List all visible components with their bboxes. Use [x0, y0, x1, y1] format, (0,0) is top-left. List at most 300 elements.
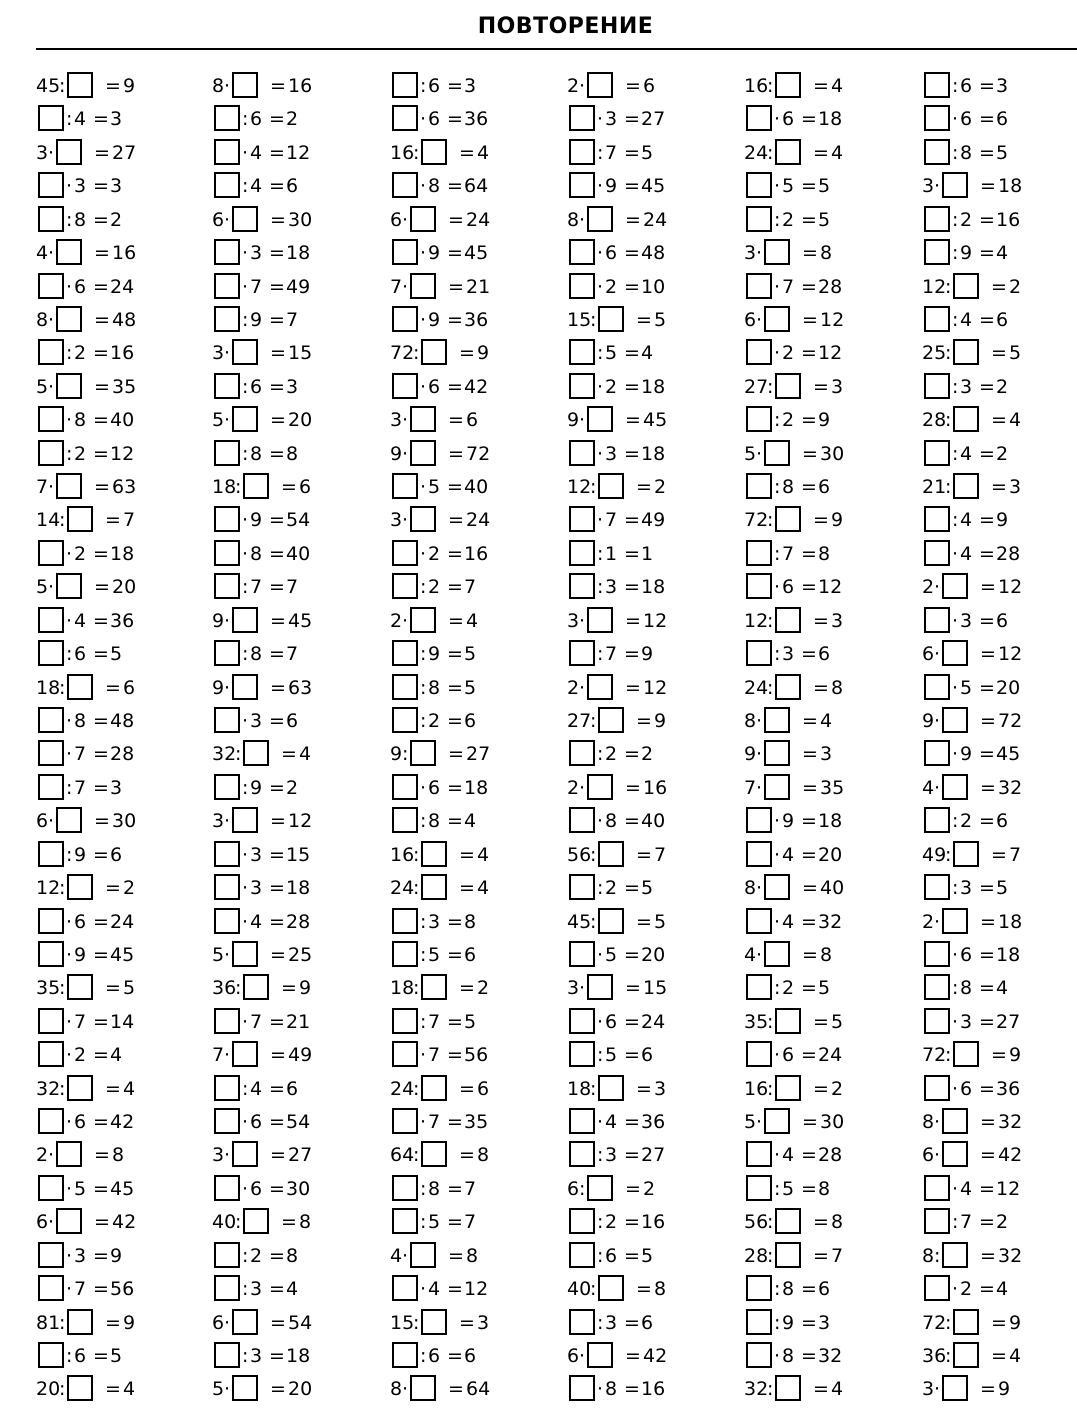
answer-box[interactable]: [746, 172, 772, 198]
answer-box[interactable]: [587, 1342, 613, 1368]
answer-box[interactable]: [953, 841, 979, 867]
equation: [567, 607, 743, 635]
answer-box[interactable]: [392, 373, 418, 399]
operator: ·: [224, 609, 231, 632]
answer-box[interactable]: [38, 440, 64, 466]
answer-box[interactable]: [569, 941, 595, 967]
answer-box[interactable]: [38, 1108, 64, 1134]
equation: [212, 908, 388, 936]
answer-box[interactable]: [410, 273, 436, 299]
answer-box[interactable]: [38, 273, 64, 299]
answer-box[interactable]: [38, 1275, 64, 1301]
answer-box[interactable]: [38, 1242, 64, 1268]
answer-box[interactable]: [392, 306, 418, 332]
operand: 5: [605, 342, 618, 365]
answer-box[interactable]: [953, 473, 979, 499]
answer-box[interactable]: [214, 273, 240, 299]
answer-box[interactable]: [775, 506, 801, 532]
answer-box[interactable]: [924, 974, 950, 1000]
answer-box[interactable]: [38, 1008, 64, 1034]
operator: ·: [774, 810, 781, 833]
answer-box[interactable]: [953, 1041, 979, 1067]
answer-box[interactable]: [569, 339, 595, 365]
answer-box[interactable]: [392, 1008, 418, 1034]
operand: 18: [36, 676, 61, 699]
answer-box[interactable]: [569, 273, 595, 299]
answer-box[interactable]: [67, 506, 93, 532]
operator: :: [59, 75, 66, 97]
answer-box[interactable]: [569, 172, 595, 198]
answer-box[interactable]: [569, 239, 595, 265]
operator: ·: [66, 409, 73, 432]
answer-box[interactable]: [214, 908, 240, 934]
answer-box[interactable]: [38, 105, 64, 131]
answer-box[interactable]: [924, 1175, 950, 1201]
answer-box[interactable]: [924, 1008, 950, 1034]
answer-box[interactable]: [587, 1175, 613, 1201]
answer-box[interactable]: [38, 540, 64, 566]
result: 30: [112, 810, 137, 833]
equals-sign: =: [801, 910, 817, 933]
equation: [36, 841, 212, 869]
answer-box[interactable]: [214, 573, 240, 599]
answer-box[interactable]: [569, 740, 595, 766]
answer-box[interactable]: [38, 1175, 64, 1201]
answer-box[interactable]: [569, 440, 595, 466]
answer-box[interactable]: [569, 506, 595, 532]
answer-box[interactable]: [569, 807, 595, 833]
answer-box[interactable]: [746, 1141, 772, 1167]
answer-box[interactable]: [569, 105, 595, 131]
answer-box[interactable]: [569, 373, 595, 399]
answer-box[interactable]: [214, 540, 240, 566]
answer-box[interactable]: [598, 306, 624, 332]
equals-sign: =: [105, 509, 121, 532]
answer-box[interactable]: [38, 1342, 64, 1368]
answer-box[interactable]: [569, 573, 595, 599]
answer-box[interactable]: [746, 1175, 772, 1201]
answer-box[interactable]: [764, 440, 790, 466]
answer-box[interactable]: [569, 1141, 595, 1167]
answer-box[interactable]: [392, 1208, 418, 1234]
equals-sign: =: [624, 643, 640, 666]
answer-box[interactable]: [953, 1309, 979, 1335]
answer-box[interactable]: [746, 273, 772, 299]
answer-box[interactable]: [67, 674, 93, 700]
equals-sign: =: [980, 175, 996, 198]
answer-box[interactable]: [421, 1309, 447, 1335]
answer-box[interactable]: [232, 607, 258, 633]
answer-box[interactable]: [764, 740, 790, 766]
answer-box[interactable]: [942, 908, 968, 934]
answer-box[interactable]: [775, 674, 801, 700]
equals-sign: =: [269, 1177, 285, 1200]
result: 5: [1009, 342, 1022, 365]
answer-box[interactable]: [243, 1208, 269, 1234]
answer-box[interactable]: [232, 406, 258, 432]
answer-box[interactable]: [38, 640, 64, 666]
answer-box[interactable]: [746, 1041, 772, 1067]
answer-box[interactable]: [38, 941, 64, 967]
operand: 9: [212, 609, 225, 632]
answer-box[interactable]: [924, 105, 950, 131]
answer-box[interactable]: [924, 239, 950, 265]
answer-box[interactable]: [214, 440, 240, 466]
answer-box[interactable]: [569, 1375, 595, 1401]
answer-box[interactable]: [232, 941, 258, 967]
answer-box[interactable]: [587, 72, 613, 98]
answer-box[interactable]: [587, 406, 613, 432]
answer-box[interactable]: [953, 406, 979, 432]
result: 18: [818, 810, 843, 833]
answer-box[interactable]: [392, 640, 418, 666]
answer-box[interactable]: [587, 974, 613, 1000]
answer-box[interactable]: [942, 573, 968, 599]
answer-box[interactable]: [924, 1075, 950, 1101]
answer-box[interactable]: [764, 239, 790, 265]
answer-box[interactable]: [569, 1242, 595, 1268]
answer-box[interactable]: [232, 807, 258, 833]
answer-box[interactable]: [67, 1309, 93, 1335]
equation: [390, 1309, 566, 1337]
operator: :: [597, 643, 604, 666]
result: 3: [654, 1077, 667, 1100]
operator: ·: [774, 1044, 781, 1067]
answer-box[interactable]: [942, 1141, 968, 1167]
result: 48: [110, 709, 135, 732]
answer-box[interactable]: [232, 1309, 258, 1335]
answer-box[interactable]: [38, 841, 64, 867]
answer-box[interactable]: [38, 406, 64, 432]
answer-box[interactable]: [421, 1141, 447, 1167]
operand: 8: [212, 75, 225, 97]
answer-box[interactable]: [67, 874, 93, 900]
answer-box[interactable]: [67, 1075, 93, 1101]
answer-box[interactable]: [232, 1375, 258, 1401]
answer-box[interactable]: [38, 607, 64, 633]
answer-box[interactable]: [924, 306, 950, 332]
equals-sign: =: [270, 75, 286, 97]
answer-box[interactable]: [214, 1108, 240, 1134]
answer-box[interactable]: [38, 339, 64, 365]
answer-box[interactable]: [764, 874, 790, 900]
answer-box[interactable]: [421, 874, 447, 900]
answer-box[interactable]: [942, 640, 968, 666]
answer-box[interactable]: [569, 139, 595, 165]
answer-box[interactable]: [775, 1242, 801, 1268]
answer-box[interactable]: [598, 908, 624, 934]
answer-box[interactable]: [232, 674, 258, 700]
result: 6: [818, 476, 831, 499]
answer-box[interactable]: [746, 540, 772, 566]
answer-box[interactable]: [924, 807, 950, 833]
answer-box[interactable]: [924, 139, 950, 165]
answer-box[interactable]: [746, 807, 772, 833]
equation: [922, 1075, 1077, 1103]
equation: [922, 1342, 1077, 1370]
operand: 3: [960, 877, 973, 900]
answer-box[interactable]: [924, 506, 950, 532]
answer-box[interactable]: [421, 841, 447, 867]
equation: [744, 1175, 920, 1203]
answer-box[interactable]: [243, 473, 269, 499]
equation: [744, 740, 920, 768]
equals-sign: =: [448, 208, 464, 231]
answer-box[interactable]: [924, 440, 950, 466]
answer-box[interactable]: [410, 206, 436, 232]
answer-box[interactable]: [214, 1008, 240, 1034]
answer-box[interactable]: [421, 1075, 447, 1101]
answer-box[interactable]: [746, 406, 772, 432]
answer-box[interactable]: [214, 841, 240, 867]
answer-box[interactable]: [410, 506, 436, 532]
answer-box[interactable]: [38, 707, 64, 733]
operand: 2: [567, 75, 580, 97]
answer-box[interactable]: [214, 172, 240, 198]
answer-box[interactable]: [392, 941, 418, 967]
answer-box[interactable]: [392, 807, 418, 833]
operator: :: [952, 977, 959, 1000]
answer-box[interactable]: [214, 1075, 240, 1101]
answer-box[interactable]: [56, 807, 82, 833]
answer-box[interactable]: [942, 774, 968, 800]
answer-box[interactable]: [214, 1275, 240, 1301]
answer-box[interactable]: [214, 105, 240, 131]
answer-box[interactable]: [56, 1141, 82, 1167]
answer-box[interactable]: [942, 1375, 968, 1401]
equals-sign: =: [93, 743, 109, 766]
operator: :: [767, 141, 774, 164]
answer-box[interactable]: [232, 72, 258, 98]
answer-box[interactable]: [764, 1108, 790, 1134]
answer-box[interactable]: [392, 674, 418, 700]
answer-box[interactable]: [410, 440, 436, 466]
answer-box[interactable]: [56, 573, 82, 599]
answer-box[interactable]: [924, 540, 950, 566]
operand: 5: [428, 476, 441, 499]
answer-box[interactable]: [764, 306, 790, 332]
answer-box[interactable]: [942, 1242, 968, 1268]
answer-box[interactable]: [38, 774, 64, 800]
operator: ·: [952, 1010, 959, 1033]
answer-box[interactable]: [587, 674, 613, 700]
answer-box[interactable]: [232, 1041, 258, 1067]
answer-box[interactable]: [924, 206, 950, 232]
operator: ·: [756, 943, 763, 966]
answer-box[interactable]: [214, 139, 240, 165]
equation: [744, 139, 920, 167]
answer-box[interactable]: [214, 874, 240, 900]
operator: ·: [66, 1044, 73, 1067]
answer-box[interactable]: [569, 1309, 595, 1335]
answer-box[interactable]: [924, 72, 950, 98]
result: 56: [110, 1278, 135, 1301]
answer-box[interactable]: [214, 1342, 240, 1368]
answer-box[interactable]: [764, 941, 790, 967]
answer-box[interactable]: [569, 874, 595, 900]
answer-box[interactable]: [598, 707, 624, 733]
answer-box[interactable]: [598, 1275, 624, 1301]
answer-box[interactable]: [421, 139, 447, 165]
answer-box[interactable]: [942, 707, 968, 733]
answer-box[interactable]: [775, 139, 801, 165]
answer-box[interactable]: [392, 1041, 418, 1067]
answer-box[interactable]: [392, 1175, 418, 1201]
answer-box[interactable]: [56, 139, 82, 165]
operand: 45: [36, 75, 61, 97]
answer-box[interactable]: [410, 740, 436, 766]
answer-box[interactable]: [38, 1041, 64, 1067]
answer-box[interactable]: [924, 941, 950, 967]
answer-box[interactable]: [392, 473, 418, 499]
answer-box[interactable]: [392, 707, 418, 733]
answer-box[interactable]: [569, 1008, 595, 1034]
operand: 9: [567, 409, 580, 432]
answer-box[interactable]: [214, 640, 240, 666]
answer-box[interactable]: [746, 640, 772, 666]
answer-box[interactable]: [775, 1008, 801, 1034]
answer-box[interactable]: [67, 1375, 93, 1401]
answer-box[interactable]: [410, 607, 436, 633]
answer-box[interactable]: [232, 1141, 258, 1167]
answer-box[interactable]: [569, 1041, 595, 1067]
answer-box[interactable]: [392, 105, 418, 131]
answer-box[interactable]: [214, 373, 240, 399]
answer-box[interactable]: [569, 540, 595, 566]
answer-box[interactable]: [38, 908, 64, 934]
answer-box[interactable]: [410, 406, 436, 432]
answer-box[interactable]: [392, 1108, 418, 1134]
answer-box[interactable]: [746, 1275, 772, 1301]
answer-box[interactable]: [598, 841, 624, 867]
answer-box[interactable]: [214, 239, 240, 265]
answer-box[interactable]: [746, 339, 772, 365]
operand: 6: [36, 1211, 49, 1234]
answer-box[interactable]: [746, 908, 772, 934]
answer-box[interactable]: [587, 774, 613, 800]
answer-box[interactable]: [775, 607, 801, 633]
equation: [922, 1242, 1077, 1270]
answer-box[interactable]: [232, 206, 258, 232]
answer-box[interactable]: [764, 774, 790, 800]
answer-box[interactable]: [243, 740, 269, 766]
answer-box[interactable]: [924, 874, 950, 900]
answer-box[interactable]: [392, 540, 418, 566]
answer-box[interactable]: [598, 1075, 624, 1101]
operand: 9: [428, 242, 441, 265]
result: 12: [288, 810, 313, 833]
answer-box[interactable]: [214, 306, 240, 332]
answer-box[interactable]: [746, 473, 772, 499]
answer-box[interactable]: [56, 239, 82, 265]
answer-box[interactable]: [953, 273, 979, 299]
answer-box[interactable]: [746, 974, 772, 1000]
answer-box[interactable]: [775, 1208, 801, 1234]
answer-box[interactable]: [775, 1075, 801, 1101]
answer-box[interactable]: [56, 373, 82, 399]
answer-box[interactable]: [392, 1342, 418, 1368]
answer-box[interactable]: [232, 339, 258, 365]
answer-box[interactable]: [410, 1375, 436, 1401]
answer-box[interactable]: [746, 1309, 772, 1335]
answer-box[interactable]: [243, 974, 269, 1000]
answer-box[interactable]: [214, 1242, 240, 1268]
answer-box[interactable]: [942, 172, 968, 198]
answer-box[interactable]: [746, 841, 772, 867]
answer-box[interactable]: [38, 740, 64, 766]
answer-box[interactable]: [38, 206, 64, 232]
answer-box[interactable]: [38, 172, 64, 198]
answer-box[interactable]: [56, 306, 82, 332]
answer-box[interactable]: [764, 707, 790, 733]
answer-box[interactable]: [421, 974, 447, 1000]
answer-box[interactable]: [410, 1242, 436, 1268]
answer-box[interactable]: [587, 206, 613, 232]
answer-box[interactable]: [942, 1108, 968, 1134]
answer-box[interactable]: [392, 1275, 418, 1301]
answer-box[interactable]: [569, 1108, 595, 1134]
answer-box[interactable]: [924, 740, 950, 766]
answer-box[interactable]: [775, 72, 801, 98]
answer-box[interactable]: [392, 573, 418, 599]
answer-box[interactable]: [598, 473, 624, 499]
operand: 4: [74, 108, 87, 131]
answer-box[interactable]: [67, 72, 93, 98]
answer-box[interactable]: [775, 1375, 801, 1401]
answer-box[interactable]: [924, 1208, 950, 1234]
answer-box[interactable]: [569, 640, 595, 666]
equals-sign: =: [979, 542, 995, 565]
answer-box[interactable]: [953, 1342, 979, 1368]
equals-sign: =: [447, 375, 463, 398]
answer-box[interactable]: [569, 1208, 595, 1234]
answer-box[interactable]: [67, 974, 93, 1000]
answer-box[interactable]: [421, 339, 447, 365]
operand: 4: [782, 1144, 795, 1167]
answer-box[interactable]: [392, 72, 418, 98]
answer-box[interactable]: [392, 774, 418, 800]
answer-box[interactable]: [924, 1275, 950, 1301]
result: 20: [818, 843, 843, 866]
answer-box[interactable]: [56, 1208, 82, 1234]
answer-box[interactable]: [924, 674, 950, 700]
answer-box[interactable]: [746, 573, 772, 599]
answer-box[interactable]: [214, 1175, 240, 1201]
answer-box[interactable]: [392, 172, 418, 198]
answer-box[interactable]: [746, 105, 772, 131]
operator: :: [945, 275, 952, 298]
answer-box[interactable]: [214, 506, 240, 532]
equation: [744, 105, 920, 133]
operator: :: [59, 1378, 66, 1401]
answer-box[interactable]: [953, 339, 979, 365]
operand: 72: [390, 342, 415, 365]
answer-box[interactable]: [56, 473, 82, 499]
answer-box[interactable]: [746, 1342, 772, 1368]
answer-box[interactable]: [392, 239, 418, 265]
answer-box[interactable]: [214, 774, 240, 800]
operator: ·: [402, 409, 409, 432]
answer-box[interactable]: [924, 373, 950, 399]
answer-box[interactable]: [775, 373, 801, 399]
answer-box[interactable]: [746, 206, 772, 232]
answer-box[interactable]: [392, 908, 418, 934]
equals-sign: =: [93, 1244, 109, 1267]
result: 6: [466, 409, 479, 432]
answer-box[interactable]: [214, 707, 240, 733]
answer-box[interactable]: [587, 607, 613, 633]
answer-box[interactable]: [924, 607, 950, 633]
